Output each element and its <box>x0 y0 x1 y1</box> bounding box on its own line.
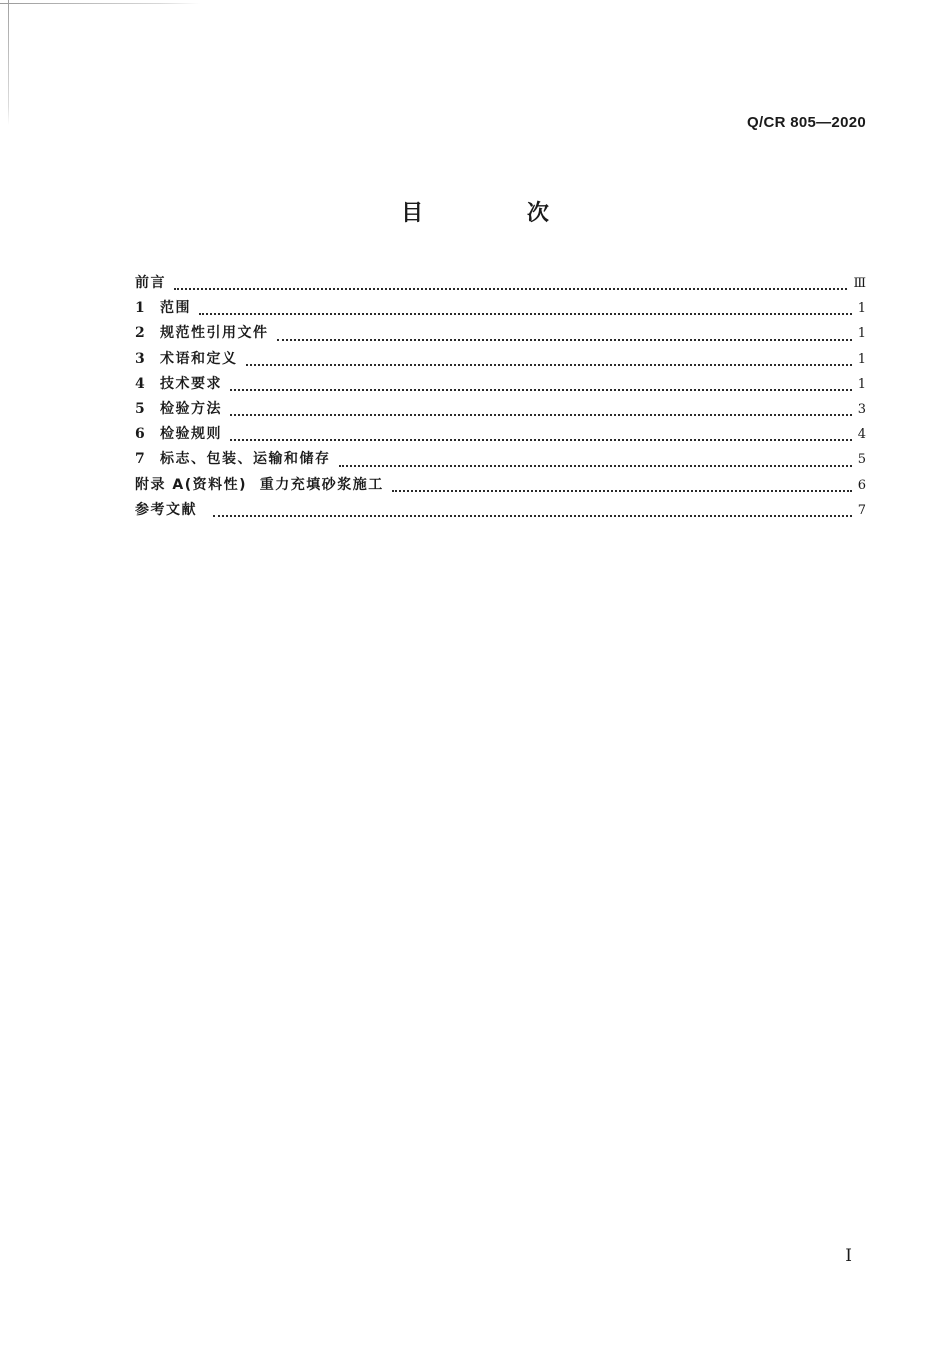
toc-section-number: 2 <box>135 325 145 342</box>
toc-label: 参考文献 <box>135 501 197 518</box>
table-of-contents <box>135 272 866 524</box>
toc-page-number: 1 <box>857 351 866 367</box>
toc-leader-dots <box>392 489 852 492</box>
toc-page-number: 1 <box>857 326 866 342</box>
toc-page-number: 4 <box>857 427 866 443</box>
scan-edge-left <box>8 0 9 125</box>
toc-leader-dots <box>246 363 852 366</box>
toc-leader-dots <box>230 388 852 391</box>
toc-section-number: 6 <box>135 426 145 443</box>
toc-leader-dots <box>277 338 852 341</box>
toc-page-number: 1 <box>857 376 866 392</box>
toc-page-number: 3 <box>857 401 866 417</box>
toc-page-number: 7 <box>857 502 866 518</box>
toc-leader-dots <box>199 312 852 315</box>
toc-label: 技术要求 <box>160 375 222 392</box>
toc-leader-dots <box>213 514 852 517</box>
toc-page-number: Ⅲ <box>853 276 866 291</box>
toc-page-number: 5 <box>857 452 866 468</box>
toc-section-number: 1 <box>135 300 145 317</box>
page-folio: I <box>845 1246 852 1266</box>
toc-entry-bibliography[interactable] <box>135 499 866 524</box>
toc-label: 附录 A(资料性) 重力充填砂浆施工 <box>135 476 384 493</box>
toc-section-number: 5 <box>135 400 145 417</box>
toc-entry-foreword[interactable] <box>135 272 866 297</box>
toc-page-number: 1 <box>857 301 866 317</box>
toc-section-number: 7 <box>135 451 145 468</box>
toc-section-number: 4 <box>135 375 145 392</box>
toc-entry-technical-requirements[interactable] <box>135 373 866 398</box>
toc-entry-marking-packaging[interactable] <box>135 448 866 473</box>
page-title: 目 次 <box>401 201 597 226</box>
toc-label: 检验方法 <box>160 400 222 417</box>
toc-entry-test-methods[interactable] <box>135 398 866 423</box>
standard-code: Q/CR 805—2020 <box>747 114 866 131</box>
toc-leader-dots <box>230 413 852 416</box>
scan-edge-top <box>0 3 200 4</box>
toc-label: 检验规则 <box>160 426 222 443</box>
toc-leader-dots <box>339 464 852 467</box>
toc-label: 标志、包装、运输和储存 <box>160 451 331 468</box>
toc-label: 术语和定义 <box>160 350 238 367</box>
toc-page-number: 6 <box>857 477 866 493</box>
toc-entry-normative-references[interactable] <box>135 322 866 347</box>
toc-entry-inspection-rules[interactable] <box>135 423 866 448</box>
toc-label: 前言 <box>135 275 166 291</box>
toc-leader-dots <box>230 438 852 441</box>
toc-section-number: 3 <box>135 350 145 367</box>
toc-label: 规范性引用文件 <box>160 325 269 342</box>
toc-entry-appendix-a[interactable] <box>135 474 866 499</box>
toc-label: 范围 <box>160 300 191 317</box>
toc-entry-scope[interactable] <box>135 297 866 322</box>
toc-leader-dots <box>174 287 847 290</box>
toc-entry-terms-definitions[interactable] <box>135 348 866 373</box>
